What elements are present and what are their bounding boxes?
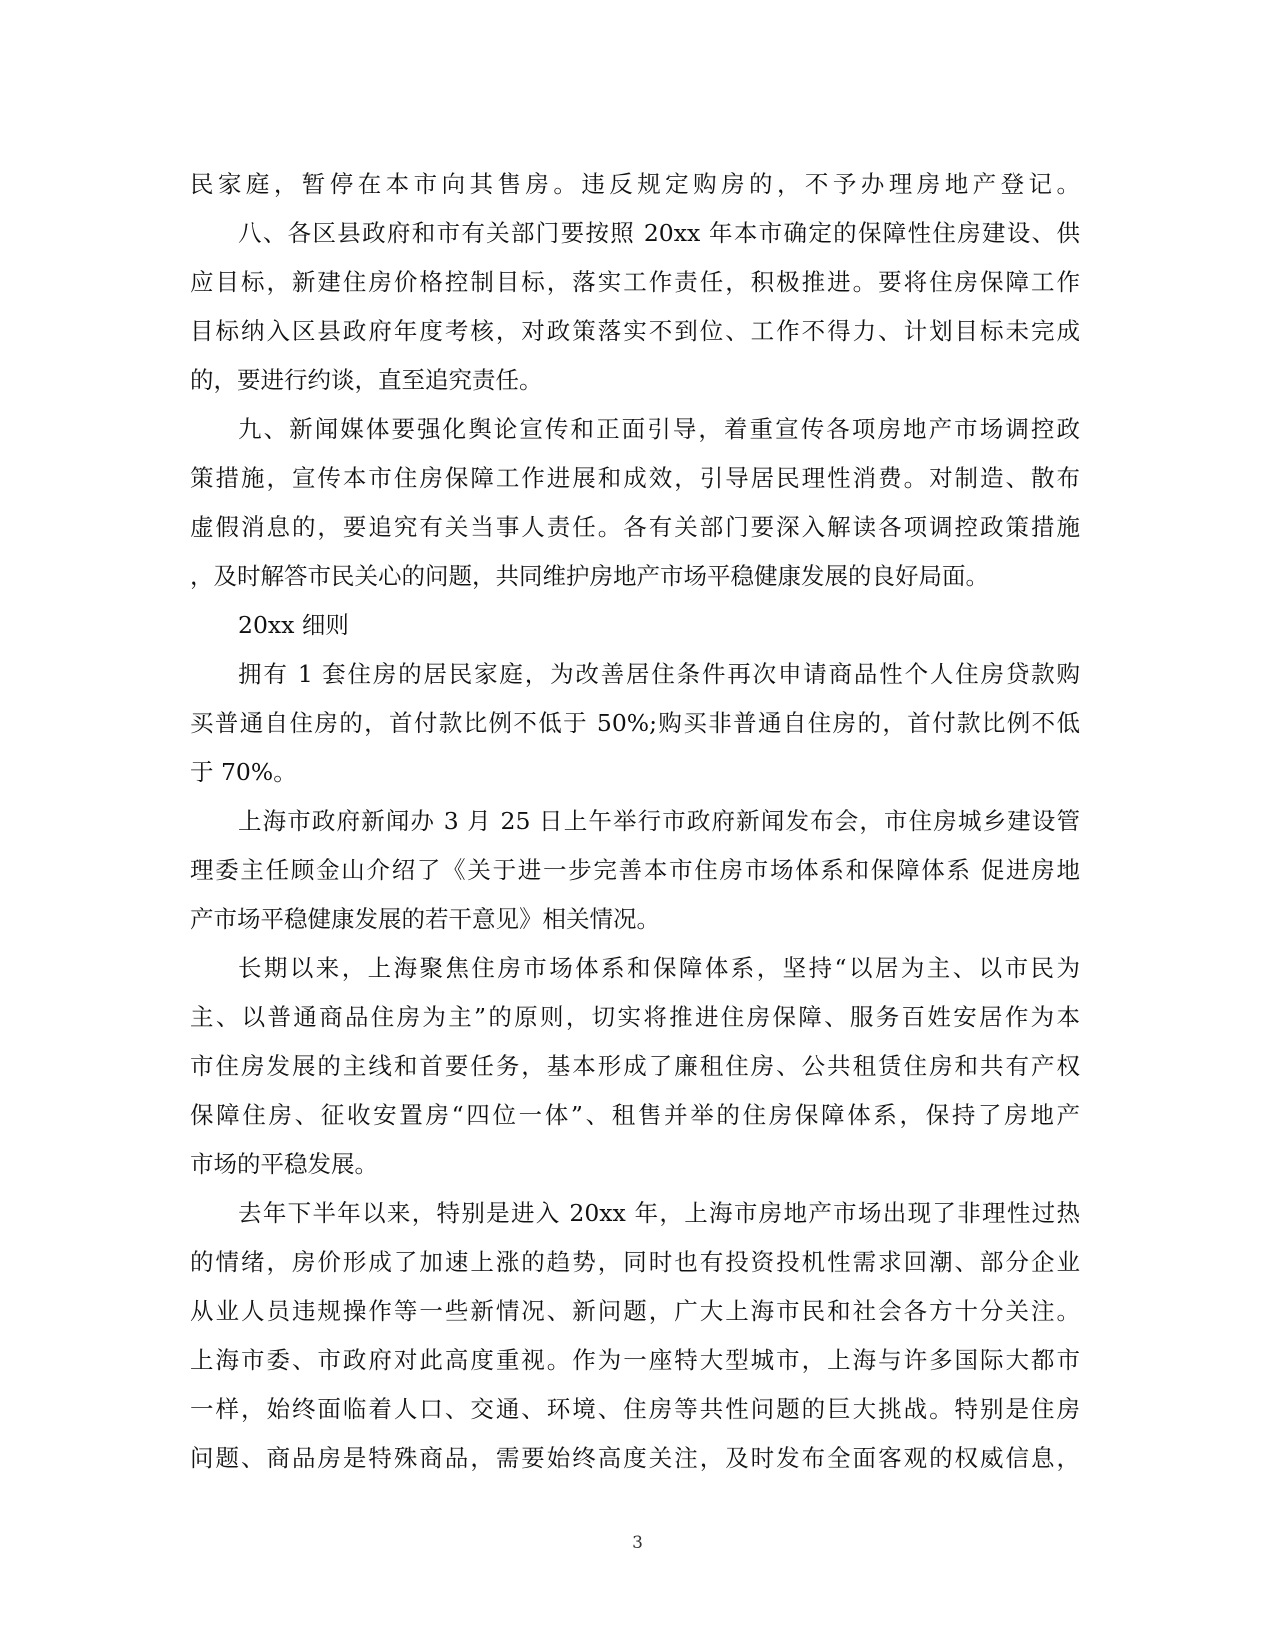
paragraph-line: 拥有 1 套住房的居民家庭，为改善居住条件再次申请商品性个人住房贷款购 <box>238 660 1080 688</box>
paragraph-line: 主、以普通商品住房为主”的原则，切实将推进住房保障、服务百姓安居作为本 <box>190 1003 1080 1031</box>
paragraph-line: 应目标，新建住房价格控制目标，落实工作责任，积极推进。要将住房保障工作 <box>190 268 1080 296</box>
paragraph-line: 于 70%。 <box>190 758 297 786</box>
paragraph-line: 策措施，宣传本市住房保障工作进展和成效，引导居民理性消费。对制造、散布 <box>190 464 1080 492</box>
paragraph-line: 目标纳入区县政府年度考核，对政策落实不到位、工作不得力、计划目标未完成 <box>190 317 1080 345</box>
paragraph-line: 产市场平稳健康发展的若干意见》相关情况。 <box>190 905 660 933</box>
paragraph-line: 民家庭，暂停在本市向其售房。违反规定购房的，不予办理房地产登记。 <box>190 170 1080 198</box>
paragraph-line: 一样，始终面临着人口、交通、环境、住房等共性问题的巨大挑战。特别是住房 <box>190 1395 1080 1423</box>
paragraph-line: 上海市委、市政府对此高度重视。作为一座特大型城市，上海与许多国际大都市 <box>190 1346 1080 1374</box>
paragraph-line: 市场的平稳发展。 <box>190 1150 378 1178</box>
paragraph-line: 买普通自住房的，首付款比例不低于 50%;购买非普通自住房的，首付款比例不低 <box>190 709 1080 737</box>
paragraph-line: 虚假消息的，要追究有关当事人责任。各有关部门要深入解读各项调控政策措施 <box>190 513 1080 541</box>
paragraph-line: ，及时解答市民关心的问题，共同维护房地产市场平稳健康发展的良好局面。 <box>190 562 989 590</box>
paragraph-line: 保障住房、征收安置房“四位一体”、租售并举的住房保障体系，保持了房地产 <box>190 1101 1080 1129</box>
paragraph-line: 理委主任顾金山介绍了《关于进一步完善本市住房市场体系和保障体系 促进房地 <box>190 856 1080 884</box>
section-heading: 20xx 细则 <box>238 611 349 639</box>
paragraph-line: 去年下半年以来，特别是进入 20xx 年，上海市房地产市场出现了非理性过热 <box>238 1199 1080 1227</box>
paragraph-line: 八、各区县政府和市有关部门要按照 20xx 年本市确定的保障性住房建设、供 <box>238 219 1080 247</box>
paragraph-line: 九、新闻媒体要强化舆论宣传和正面引导，着重宣传各项房地产市场调控政 <box>238 415 1080 443</box>
paragraph-line: 的情绪，房价形成了加速上涨的趋势，同时也有投资投机性需求回潮、部分企业 <box>190 1248 1080 1276</box>
document-body <box>190 160 1080 1483</box>
paragraph-line: 上海市政府新闻办 3 月 25 日上午举行市政府新闻发布会，市住房城乡建设管 <box>238 807 1080 835</box>
paragraph-line: 从业人员违规操作等一些新情况、新问题，广大上海市民和社会各方十分关注。 <box>190 1297 1080 1325</box>
paragraph-line: 的，要进行约谈，直至追究责任。 <box>190 366 543 394</box>
paragraph-line: 市住房发展的主线和首要任务，基本形成了廉租住房、公共租赁住房和共有产权 <box>190 1052 1080 1080</box>
page-number: 3 <box>632 1533 643 1553</box>
paragraph-line: 长期以来，上海聚焦住房市场体系和保障体系，坚持“以居为主、以市民为 <box>238 954 1080 982</box>
paragraph-line: 问题、商品房是特殊商品，需要始终高度关注，及时发布全面客观的权威信息， <box>190 1444 1080 1472</box>
